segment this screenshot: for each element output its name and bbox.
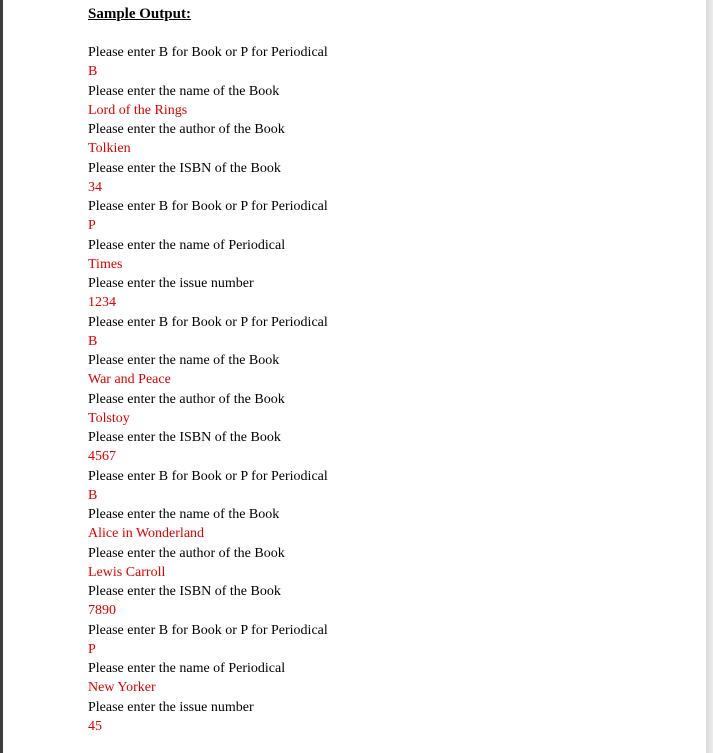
prompt-line: Please enter the issue number <box>88 699 254 715</box>
page-right-shadow <box>706 0 713 753</box>
prompt-line: Please enter the issue number <box>88 276 254 291</box>
user-input-line: 7890 <box>88 603 116 619</box>
user-input-line: P <box>88 218 96 234</box>
user-input-line: 1234 <box>88 295 116 311</box>
user-input-line: B <box>88 333 98 349</box>
prompt-line: Please enter the name of the Book <box>88 507 280 522</box>
user-input-line: Tolstoy <box>88 410 130 426</box>
page-left-border <box>0 0 3 753</box>
sample-output-lines <box>88 43 328 736</box>
prompt-line: Please enter B for Book or P for Periodical <box>88 622 328 638</box>
user-input-line: 45 <box>88 718 102 734</box>
user-input-line: War and Peace <box>88 372 171 388</box>
prompt-line: Please enter B for Book or P for Periodical <box>88 45 328 60</box>
prompt-line: Please enter the ISBN of the Book <box>88 430 281 445</box>
user-input-line: New Yorker <box>88 680 156 696</box>
prompt-line: Please enter the ISBN of the Book <box>88 584 281 599</box>
prompt-line: Please enter B for Book or P for Periodical <box>88 468 328 484</box>
prompt-line: Please enter the author of the Book <box>88 122 285 137</box>
user-input-line: Lord of the Rings <box>88 102 188 118</box>
prompt-line: Please enter the author of the Book <box>88 545 285 561</box>
prompt-line: Please enter the name of the Book <box>88 83 280 99</box>
user-input-line: B <box>88 487 98 503</box>
prompt-line: Please enter B for Book or P for Periodical <box>88 199 328 214</box>
user-input-line: Alice in Wonderland <box>88 526 205 542</box>
document-content <box>88 5 328 736</box>
user-input-line: Lewis Carroll <box>88 564 166 580</box>
user-input-line: 4567 <box>88 449 116 465</box>
prompt-line: Please enter the name of Periodical <box>88 237 286 253</box>
prompt-line: Please enter B for Book or P for Periodical <box>88 314 328 330</box>
user-input-line: P <box>88 641 96 657</box>
user-input-line: Tolkien <box>88 141 131 157</box>
section-heading: Sample Output: <box>88 6 191 22</box>
prompt-line: Please enter the name of the Book <box>88 353 280 368</box>
user-input-line: 34 <box>88 179 102 195</box>
prompt-line: Please enter the author of the Book <box>88 391 285 407</box>
user-input-line: B <box>88 64 98 80</box>
prompt-line: Please enter the ISBN of the Book <box>88 160 281 176</box>
prompt-line: Please enter the name of Periodical <box>88 661 286 676</box>
user-input-line: Times <box>88 256 123 272</box>
